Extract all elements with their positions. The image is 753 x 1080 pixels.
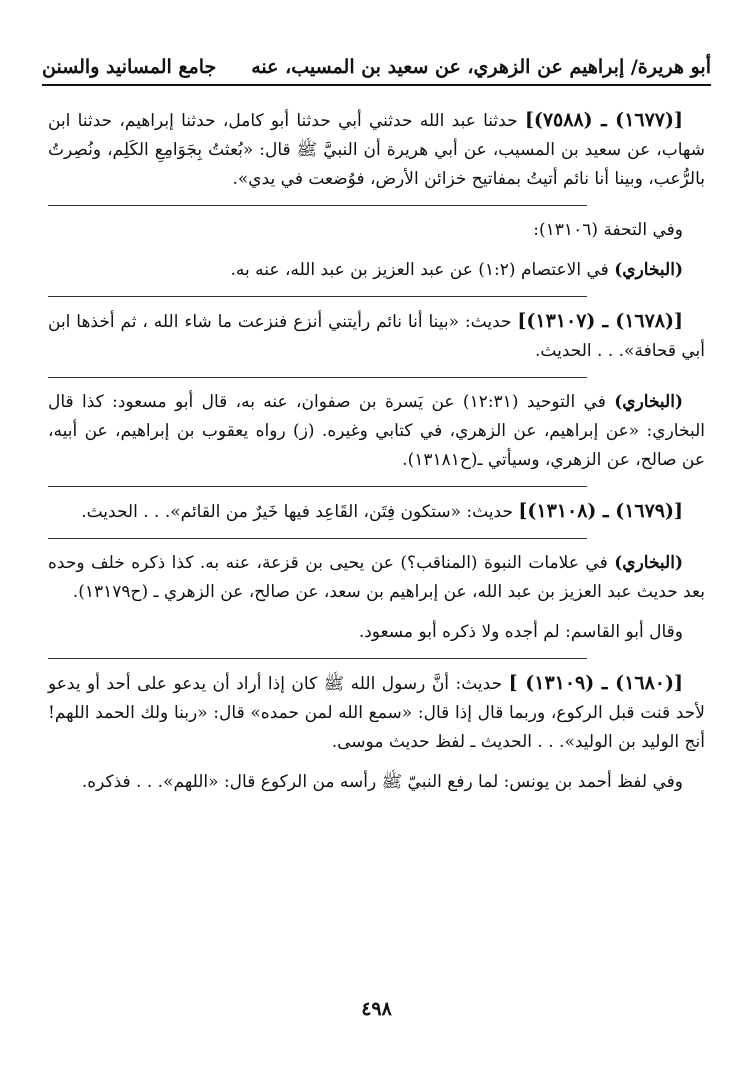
variant-wording: وفي لفظ أحمد بن يونس: لما رفع النبيّ ﷺ رأسه من الركوع قال: «اللهم». . . فذكره.	[81, 772, 683, 792]
hadith-number: [(١٦٧٩) ـ (١٣١٠٨)]	[518, 500, 683, 522]
hadith-text: حديث: «ستكون فِتَن، القَاعِد فيها خَيرٌ من القائم». . . الحديث.	[81, 502, 519, 522]
source-text: في علامات النبوة (المناقب؟) عن يحيى بن قزعة، عنه به. كذا ذكره خلف وحده بعد حديث عبد العزيز بن عبد الله، عن إبراهيم بن سعد، عن صالح، عن الزهري ـ (ح١٣١٧٩).	[48, 553, 705, 602]
hadith-entry	[48, 669, 705, 757]
hadith-text: حديث: «بينا أنا نائم رأيتني أنزع فنزعت ما شاء الله ، ثم أخذها ابن أبي قحافة». . . الحديث.	[48, 312, 705, 361]
hadith-text: حديث: أنَّ رسول الله ﷺ كان إذا أراد أن يدعو على أحد أو يدعو لأحد قنت قبل الركوع، وربما قال إذا قال: «سمع الله لمن حمده» قال: «ربنا ولك الحمد اللهم! أنج الوليد بن الوليد». . . الحديث ـ لفظ حديث موسى.	[48, 674, 705, 752]
section-divider	[48, 486, 587, 487]
section-divider	[48, 658, 587, 659]
hadith-entry	[48, 497, 705, 527]
source-text: في الاعتصام (١:٢) عن عبد العزيز بن عبد الله، عنه به.	[230, 260, 615, 280]
section-divider	[48, 296, 587, 297]
source-name: (البخاري)	[614, 392, 683, 412]
section-divider	[48, 377, 587, 378]
source-text: في التوحيد (١٢:٣١) عن يَسرة بن صفوان، عنه به، قال أبو مسعود: كذا قال البخاري: «عن إبراهيم، عن الزهري، في كتابي وغيره. (ز) رواه يعقوب بن إبراهيم، عن أبيه، عن صالح، عن الزهري، وسيأتي ـ(ح١٣١٨١).	[48, 392, 705, 470]
tuhfa-reference: وفي التحفة (١٣١٠٦):	[533, 220, 683, 240]
book-title: جامع المسانيد والسنن	[42, 56, 217, 78]
source-note	[48, 549, 705, 607]
scholar-note: وقال أبو القاسم: لم أجده ولا ذكره أبو مسعود.	[358, 622, 683, 642]
section-divider	[48, 205, 587, 206]
hadith-number: [(١٦٨٠) ـ (١٣١٠٩) ]	[508, 672, 683, 694]
hadith-entry	[48, 106, 705, 194]
source-note	[48, 256, 705, 285]
hadith-number: [(١٦٧٨) ـ (١٣١٠٧)]	[517, 310, 683, 332]
running-title: أبو هريرة/ إبراهيم عن الزهري، عن سعيد بن المسيب، عنه	[251, 56, 711, 78]
page-number: ٤٩٨	[361, 998, 392, 1020]
page-header	[42, 52, 711, 82]
source-note	[48, 388, 705, 475]
source-name: (البخاري)	[614, 553, 683, 573]
source-name: (البخاري)	[614, 260, 683, 280]
hadith-text: حدثنا عبد الله حدثني أبي حدثنا أبو كامل، حدثنا إبراهيم، حدثنا ابن شهاب، عن سعيد بن المسيب، عن أبي هريرة أن النبيَّ ﷺ قال: «بُعثتُ بِجَوَامِعِ الكَلِم، ونُصِرتُ بالرُّعب، وبينا أنا نائم أتيتُ بمفاتيح خزائن الأرض، فوُضعت في يدي».	[48, 111, 705, 189]
section-divider	[48, 538, 587, 539]
header-rule	[42, 84, 711, 86]
hadith-entry	[48, 307, 705, 366]
hadith-number: [(١٦٧٧) ـ (٧٥٨٨)]	[524, 109, 683, 131]
page-body	[48, 106, 705, 808]
